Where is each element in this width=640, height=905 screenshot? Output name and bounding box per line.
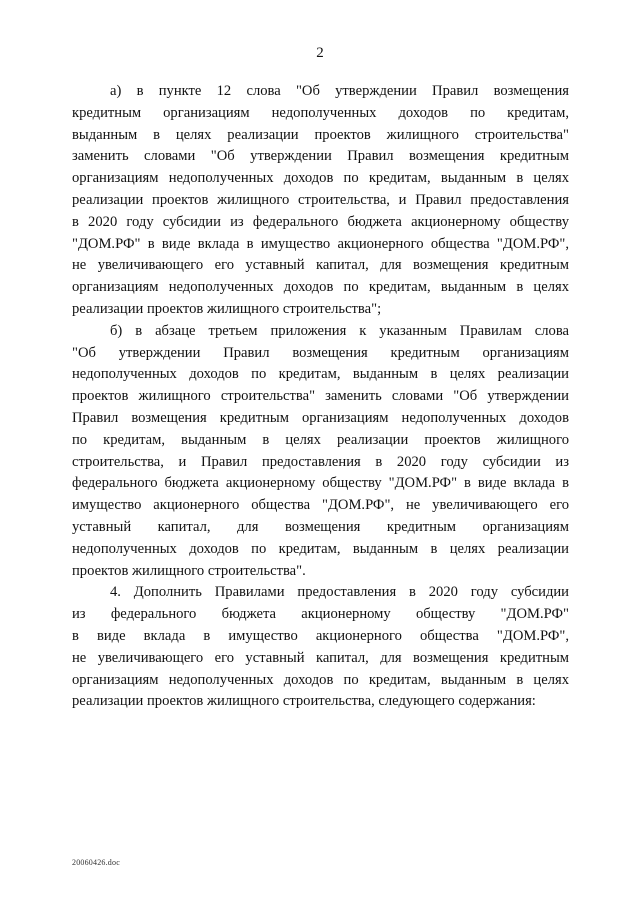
- text-line: б) в абзаце третьем приложения к указанным Правилам слова: [110, 322, 569, 339]
- text-line: кредитным организациям недополученных доходов по кредитам,: [72, 104, 569, 121]
- text-line: уставный капитал, для возмещения кредитным организациям: [72, 518, 569, 535]
- text-line: проектов жилищного строительства" заменить словами "Об утверждении: [72, 388, 569, 405]
- text-line: выданным в целях реализации проектов жилищного строительства": [72, 126, 569, 143]
- text-line: заменить словами "Об утверждении Правил возмещения кредитным: [72, 148, 569, 165]
- text-line: организациям недополученных доходов по кредитам, выданным в целях: [72, 279, 569, 296]
- text-line: 4. Дополнить Правилами предоставления в 2020 году субсидии: [110, 584, 569, 601]
- text-line: проектов жилищного строительства".: [72, 562, 306, 579]
- text-line: по кредитам, выданным в целях реализации проектов жилищного: [72, 431, 569, 448]
- text-line: реализации проектов жилищного строительства";: [72, 300, 382, 317]
- text-line: "ДОМ.РФ" в виде вклада в имущество акционерного общества "ДОМ.РФ",: [72, 235, 569, 252]
- text-line: строительства, и Правил предоставления в 2020 году субсидии из: [72, 453, 569, 470]
- text-line: недополученных доходов по кредитам, выданным в целях реализации: [72, 540, 569, 557]
- document-body: [72, 81, 569, 713]
- text-line: не увеличивающего его уставный капитал, для возмещения кредитным: [72, 257, 569, 274]
- page-number: 2: [316, 45, 324, 61]
- text-line: федерального бюджета акционерному обществу "ДОМ.РФ" в виде вклада в: [72, 475, 569, 492]
- footer-filename: 20060426.doc: [72, 858, 120, 867]
- text-line: из федерального бюджета акционерному обществу "ДОМ.РФ": [72, 606, 569, 623]
- text-line: "Об утверждении Правил возмещения кредитным организациям: [72, 344, 569, 361]
- text-line: организациям недополученных доходов по кредитам, выданным в целях: [72, 170, 569, 187]
- text-line: не увеличивающего его уставный капитал, для возмещения кредитным: [72, 649, 569, 666]
- text-line: а) в пункте 12 слова "Об утверждении Правил возмещения: [110, 83, 569, 99]
- text-line: реализации проектов жилищного строительства, следующего содержания:: [72, 693, 536, 710]
- text-line: в виде вклада в имущество акционерного общества "ДОМ.РФ",: [72, 627, 569, 644]
- text-line: в 2020 году субсидии из федерального бюджета акционерному обществу: [72, 213, 569, 230]
- text-line: организациям недополученных доходов по кредитам, выданным в целях: [72, 671, 569, 688]
- text-line: недополученных доходов по кредитам, выданным в целях реализации: [72, 366, 569, 383]
- text-line: имущество акционерного общества "ДОМ.РФ", не увеличивающего его: [72, 497, 569, 514]
- text-line: реализации проектов жилищного строительства, и Правил предоставления: [72, 191, 569, 208]
- text-line: Правил возмещения кредитным организациям недополученных доходов: [72, 409, 569, 426]
